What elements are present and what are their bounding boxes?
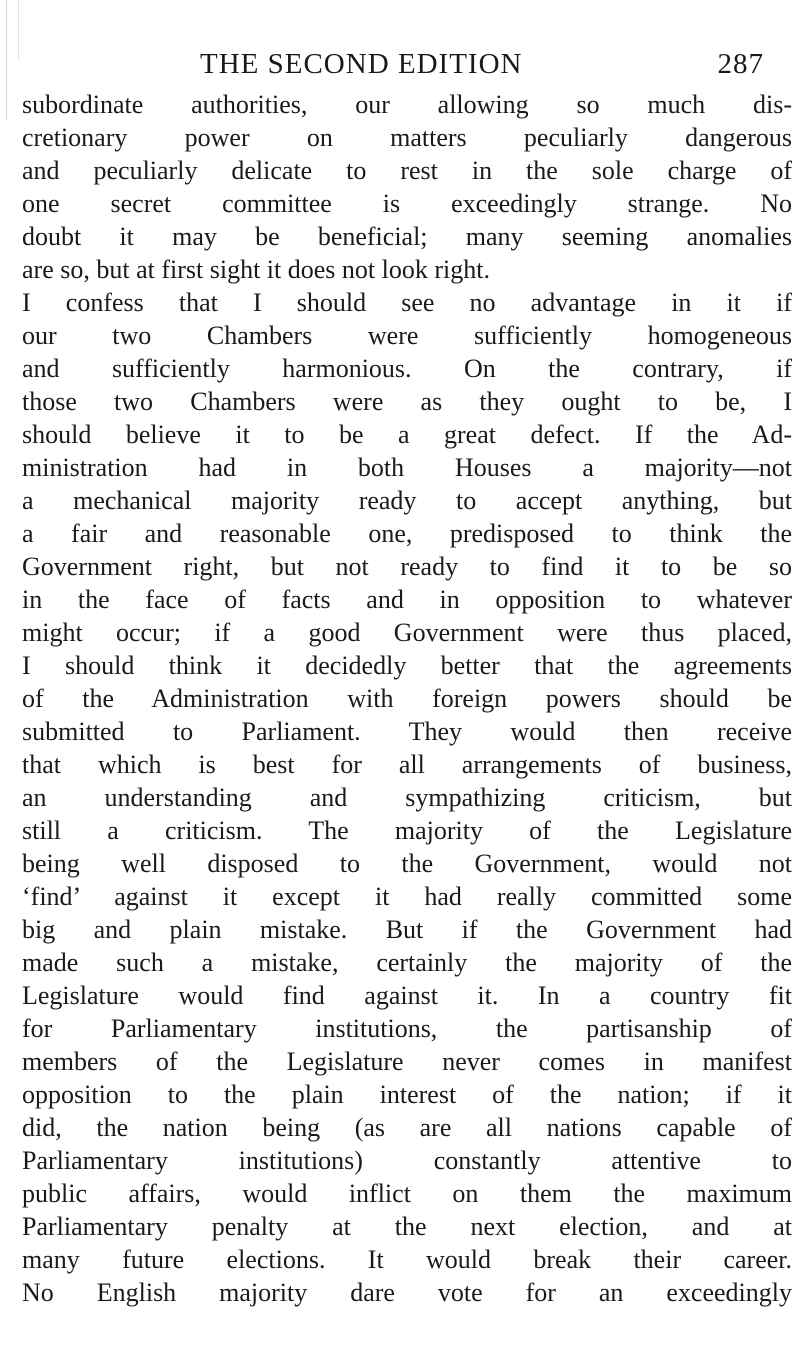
text-line: doubt it may be beneficial; many seeming anomalies bbox=[22, 222, 792, 251]
text-line: ministration had in both Houses a majority—not bbox=[22, 453, 792, 482]
text-line: Parliamentary penalty at the next election, and at bbox=[22, 1212, 792, 1241]
text-line: that which is best for all arrangements of business, bbox=[22, 750, 792, 779]
running-head: THE SECOND EDITION bbox=[200, 48, 523, 80]
text-line: made such a mistake, certainly the majority of the bbox=[22, 948, 792, 977]
text-line: cretionary power on matters peculiarly dangerous bbox=[22, 123, 792, 152]
gutter-edge bbox=[6, 0, 7, 120]
page-header bbox=[200, 48, 790, 88]
text-line: of the Administration with foreign powers should be bbox=[22, 684, 792, 713]
text-line: Legislature would find against it. In a country fit bbox=[22, 981, 792, 1010]
text-line: being well disposed to the Government, would not bbox=[22, 849, 792, 878]
text-line: did, the nation being (as are all nations capable of bbox=[22, 1113, 792, 1142]
text-line: Government right, but not ready to find it to be so bbox=[22, 552, 792, 581]
text-line: I should think it decidedly better that the agreements bbox=[22, 651, 792, 680]
text-line: should believe it to be a great defect. If the Ad- bbox=[22, 420, 792, 449]
text-line: many future elections. It would break their career. bbox=[22, 1245, 792, 1274]
text-line: an understanding and sympathizing criticism, but bbox=[22, 783, 792, 812]
text-line: public affairs, would inflict on them the maximum bbox=[22, 1179, 792, 1208]
text-line: still a criticism. The majority of the Legislature bbox=[22, 816, 792, 845]
text-line: ‘find’ against it except it had really committed some bbox=[22, 882, 792, 911]
text-line: in the face of facts and in opposition to whatever bbox=[22, 585, 792, 614]
text-line: No English majority dare vote for an exceedingly bbox=[22, 1278, 792, 1307]
text-line: opposition to the plain interest of the nation; if it bbox=[22, 1080, 792, 1109]
text-line: might occur; if a good Government were thus placed, bbox=[22, 618, 792, 647]
text-line: big and plain mistake. But if the Government had bbox=[22, 915, 792, 944]
text-line: are so, but at first sight it does not look right. bbox=[22, 255, 490, 284]
text-line: subordinate authorities, our allowing so much dis- bbox=[22, 90, 792, 119]
text-line: and sufficiently harmonious. On the contrary, if bbox=[22, 354, 792, 383]
text-line: one secret committee is exceedingly strange. No bbox=[22, 189, 792, 218]
text-line: a fair and reasonable one, predisposed to think the bbox=[22, 519, 792, 548]
text-line: Parliamentary institutions) constantly attentive to bbox=[22, 1146, 792, 1175]
text-line: submitted to Parliament. They would then receive bbox=[22, 717, 792, 746]
page-number: 287 bbox=[717, 48, 764, 80]
text-line: our two Chambers were sufficiently homogeneous bbox=[22, 321, 792, 350]
text-line: members of the Legislature never comes in manifest bbox=[22, 1047, 792, 1076]
text-line: I confess that I should see no advantage in it if bbox=[22, 288, 792, 317]
text-line: a mechanical majority ready to accept anything, but bbox=[22, 486, 792, 515]
body-text bbox=[22, 88, 792, 1309]
gutter-edge-inner bbox=[18, 0, 19, 60]
text-line: for Parliamentary institutions, the partisanship of bbox=[22, 1014, 792, 1043]
text-line: those two Chambers were as they ought to be, I bbox=[22, 387, 792, 416]
text-line: and peculiarly delicate to rest in the sole charge of bbox=[22, 156, 792, 185]
